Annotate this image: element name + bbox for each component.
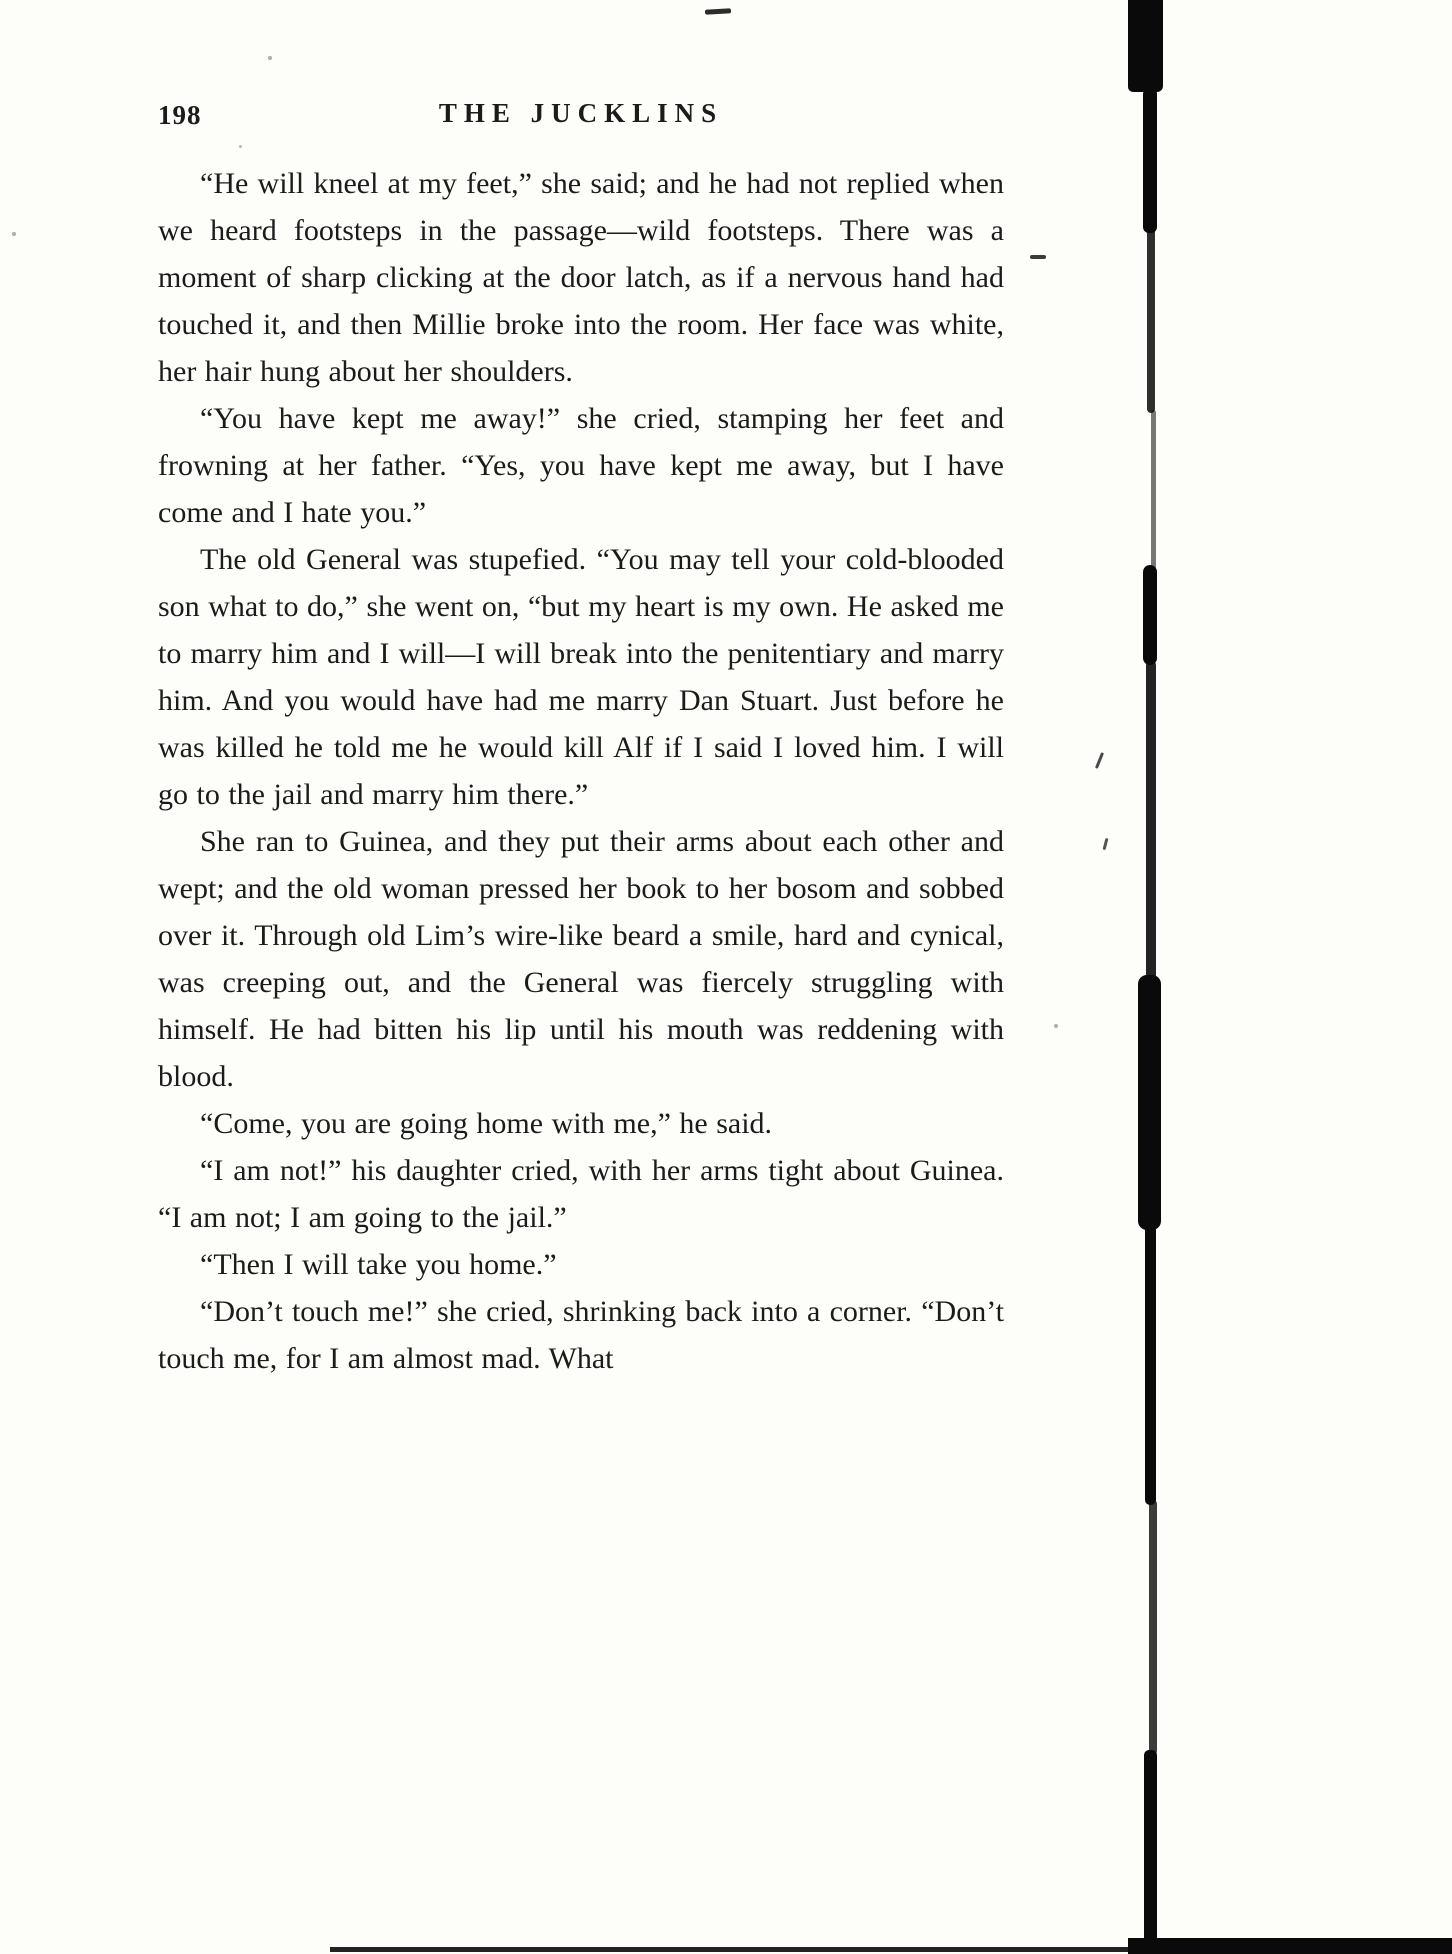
- scan-edge-artifact: [1151, 410, 1156, 570]
- paragraph: “He will kneel at my feet,” she said; and he had not replied when we heard footsteps in the passage—wild footsteps. There was a moment of sharp clicking at the door latch, as if a nervous hand had touched it, and then Millie broke into the room. Her face was white, her hair hung about her shoulders.: [158, 167, 1004, 388]
- paragraph: “You have kept me away!” she cried, stamping her feet and frowning at her father. “Yes, you have kept me away, but I have come and I hate you.”: [158, 402, 1004, 529]
- paragraph: “I am not!” his daughter cried, with her arms tight about Guinea. “I am not; I am going to the jail.”: [158, 1154, 1004, 1234]
- ink-speck-artifact: [1054, 1024, 1058, 1028]
- paragraph: “Don’t touch me!” she cried, shrinking back into a corner. “Don’t touch me, for I am almost mad. What: [158, 1295, 1004, 1375]
- scan-edge-artifact: [330, 1947, 1140, 1952]
- scan-edge-artifact: [1143, 88, 1157, 233]
- scan-edge-artifact: [1144, 1750, 1157, 1954]
- paragraph: She ran to Guinea, and they put their arms about each other and wept; and the old woman pressed her book to her bosom and sobbed over it. Through old Lim’s wire-like beard a smile, hard and cynical, was creeping out, and the General was fiercely struggling with himself. He had bitten his lip until his mouth was reddening with blood.: [158, 825, 1004, 1093]
- scan-edge-artifact: [1146, 660, 1156, 980]
- ink-speck-artifact: [12, 232, 16, 236]
- page-number: 198: [158, 100, 202, 130]
- scan-edge-artifact: [1145, 1225, 1156, 1505]
- paragraph: “Then I will take you home.”: [200, 1248, 557, 1281]
- scan-edge-artifact: [1138, 975, 1161, 1230]
- paragraph: The old General was stupefied. “You may tell your cold-blooded son what to do,” she went on, “but my heart is my own. He asked me to marry him and I will—I will break into the penitentiary and marry him. And you would have had me marry Dan Stuart. Just before he was killed he told me he would kill Alf if I said I loved him. I will go to the jail and marry him there.”: [158, 543, 1004, 811]
- scan-edge-artifact: [1128, 1938, 1452, 1954]
- running-header: [158, 98, 1004, 138]
- running-title: THE JUCKLINS: [438, 98, 724, 128]
- ink-speck-artifact: [239, 145, 242, 148]
- scan-edge-artifact: [1143, 565, 1157, 665]
- ink-mark-artifact: [1095, 752, 1104, 769]
- scan-edge-artifact: [1147, 228, 1155, 413]
- ink-mark-artifact: [705, 8, 731, 14]
- ink-mark-artifact: [1102, 838, 1108, 850]
- ink-speck-artifact: [268, 56, 272, 60]
- scan-edge-artifact: [1128, 0, 1163, 92]
- paragraph: “Come, you are going home with me,” he said.: [200, 1107, 773, 1140]
- scan-edge-artifact: [1149, 1500, 1157, 1755]
- ink-mark-artifact: [1030, 255, 1046, 259]
- page-body-text: [158, 160, 1004, 1382]
